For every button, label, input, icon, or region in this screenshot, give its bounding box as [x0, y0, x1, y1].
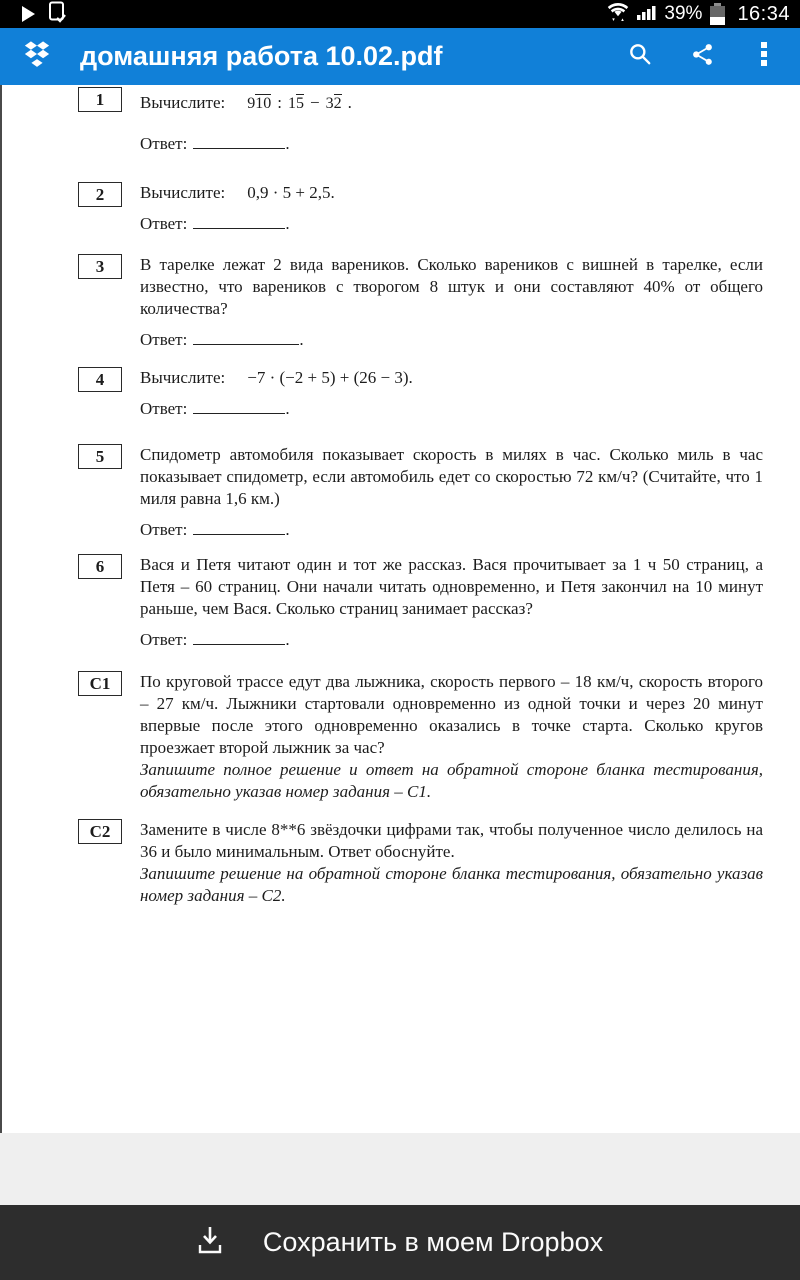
save-button-label: Сохранить в моем Dropbox: [262, 1227, 604, 1257]
share-icon: [690, 42, 715, 72]
answer-line: Ответ: .: [140, 520, 290, 539]
save-to-dropbox-button[interactable]: [0, 1205, 800, 1280]
share-button[interactable]: [682, 37, 722, 77]
pdf-viewer[interactable]: [0, 85, 800, 1133]
pdf-document: [0, 85, 800, 1133]
problem-4: [78, 367, 763, 420]
clock: 16:34: [737, 2, 790, 25]
download-icon: [197, 1225, 223, 1260]
app-bar: [0, 28, 800, 85]
wifi-icon: [606, 0, 630, 29]
page-title: домашняя работа 10.02.pdf: [80, 41, 443, 71]
problem-c2-note: Запишите решение на обратной стороне бланка тестирования, обязательно указав номер задания – С2.: [140, 864, 763, 905]
overflow-menu-button[interactable]: [744, 37, 784, 77]
answer-line: Ответ: .: [140, 214, 290, 233]
problem-number-box: С1: [78, 671, 122, 696]
problem-6-text: Вася и Петя читают один и тот же рассказ. Вася прочитывает за 1 ч 50 страниц, а Петя – 60 страниц. Они начали читать одновременно, и Петя закончил на 10 минут раньше, чем Вася. Сколько страниц занимает рассказ?: [140, 555, 763, 618]
answer-line: Ответ: .: [140, 399, 290, 418]
problem-3: [78, 254, 763, 351]
dropbox-logo-icon: [22, 40, 52, 73]
overflow-menu-icon: [760, 40, 768, 73]
device-check-icon: [47, 1, 67, 28]
problem-c2: [78, 819, 763, 907]
problem-1: [78, 87, 763, 155]
problem-number-box: С2: [78, 819, 122, 844]
battery-percent: 39%: [664, 3, 703, 24]
problem-c1: [78, 671, 763, 803]
answer-line: Ответ: .: [140, 134, 290, 153]
signal-strength-icon: [636, 1, 658, 28]
problem-c2-text: Замените в числе 8**6 звёздочки цифрами так, чтобы полученное число делилось на 36 и было минимальным. Ответ обоснуйте.: [140, 820, 763, 861]
status-bar: [0, 0, 800, 28]
problem-number-box: 5: [78, 444, 122, 469]
problem-5: [78, 444, 763, 541]
search-icon: [627, 41, 653, 72]
problem-number-box: 6: [78, 554, 122, 579]
problem-1-formula: Вычислите: 910 : 15 − 32 .: [140, 93, 352, 112]
problem-3-text: В тарелке лежат 2 вида вареников. Сколько вареников с вишней в тарелке, если известно, что вареников с творогом 8 штук и они составляют 40% от общего количества?: [140, 255, 763, 318]
viewer-background: [0, 1133, 800, 1205]
problem-2: [78, 182, 763, 235]
problem-number-box: 3: [78, 254, 122, 279]
problem-number-box: 2: [78, 182, 122, 207]
problem-number-box: 4: [78, 367, 122, 392]
problem-c1-text: По круговой трассе едут два лыжника, скорость первого – 18 км/ч, скорость второго – 27 км/ч. Лыжники стартовали одновременно из одной точки и через 20 минут впервые после этого одновременно оказались в точке старта. Сколько кругов проезжает второй лыжник за час?: [140, 672, 763, 757]
answer-line: Ответ: .: [140, 330, 304, 349]
problem-c1-note: Запишите полное решение и ответ на обратной стороне бланка тестирования, обязательно указав номер задания – С1.: [140, 760, 763, 801]
play-icon: [22, 6, 35, 22]
problem-4-formula: Вычислите: −7 · (−2 + 5) + (26 − 3).: [140, 368, 413, 387]
battery-icon: [710, 3, 725, 25]
problem-number-box: 1: [78, 87, 122, 112]
problem-6: [78, 554, 763, 651]
problem-2-formula: Вычислите: 0,9 · 5 + 2,5.: [140, 183, 335, 202]
answer-line: Ответ: .: [140, 630, 290, 649]
search-button[interactable]: [620, 37, 660, 77]
problem-5-text: Спидометр автомобиля показывает скорость в милях в час. Сколько миль в час показывает спидометр, если автомобиль едет со скоростью 72 км/ч? (Считайте, что 1 миля равна 1,6 км.): [140, 445, 763, 508]
